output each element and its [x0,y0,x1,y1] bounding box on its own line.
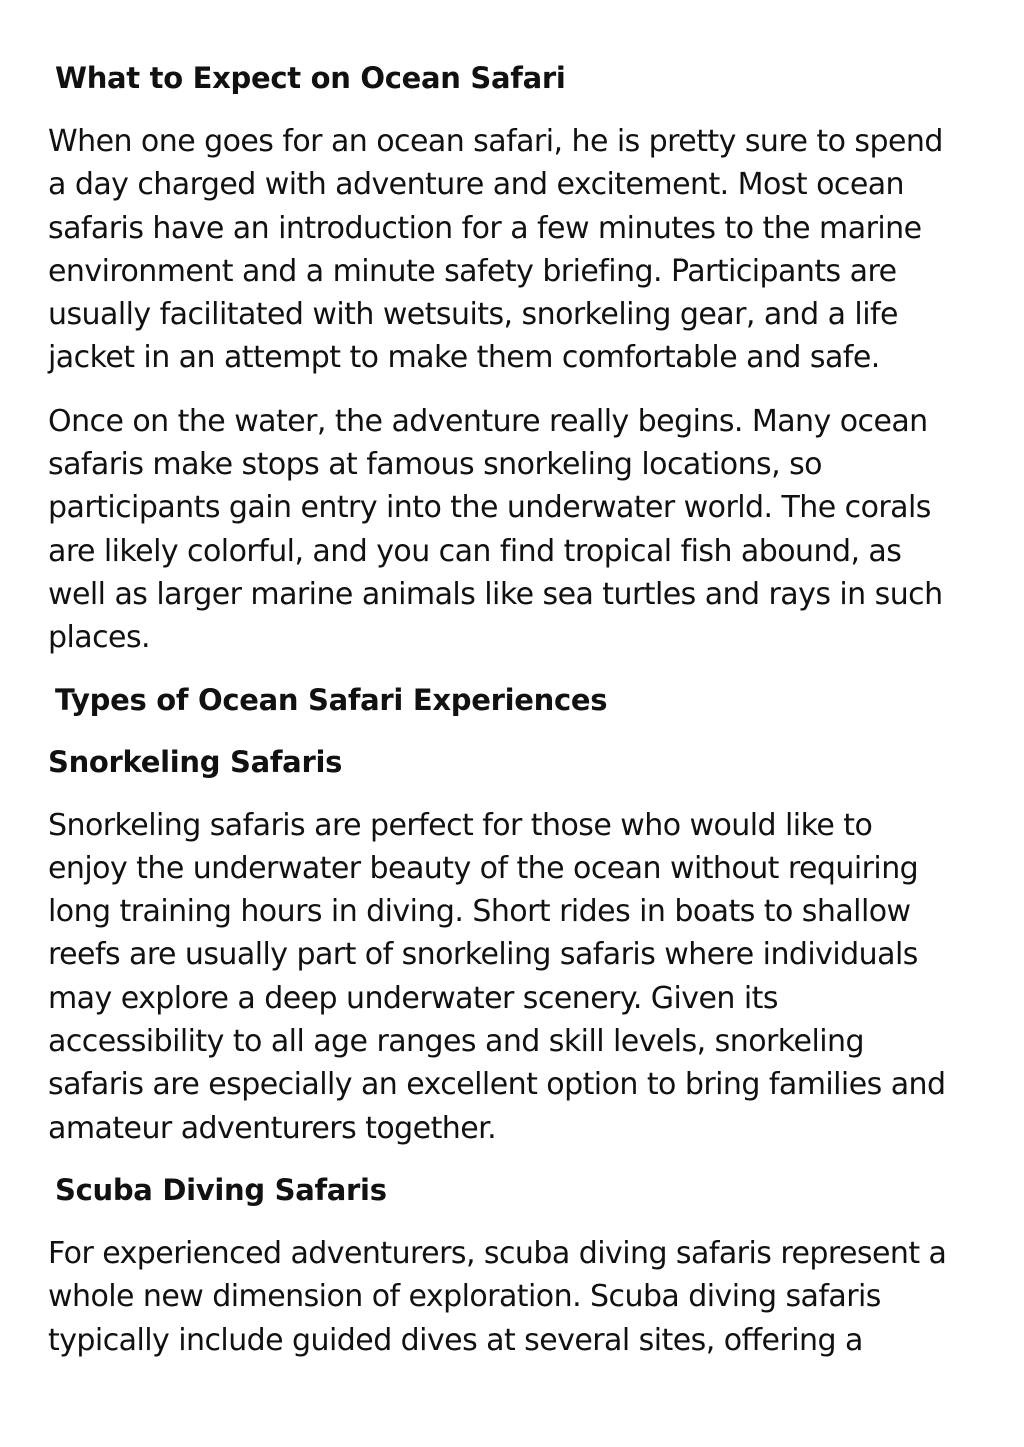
document-page [48,58,978,1382]
section-heading-types: Types of Ocean Safari Experiences [55,682,608,717]
section-heading-what-to-expect: What to Expect on Ocean Safari [55,61,566,95]
subheading-scuba-diving-safaris: Scuba Diving Safaris [55,1172,387,1207]
paragraph-snorkeling: Snorkeling safaris are perfect for those who would like to enjoy the underwater beauty of the ocean without requiring long training hours in diving. Short rides in boats to shallow reefs are usually part of snorkeling safaris where individuals may explore a deep underwater scenery. Given its accessibility to all age ranges and skill levels, snorkeling safaris are especially an excellent option to bring families and amateur adventurers together. [48,807,946,1146]
paragraph-scuba: For experienced adventurers, scuba diving safaris represent a whole new dimension of exploration. Scuba diving safaris typically include guided dives at several sites, offering a [48,1235,947,1358]
paragraph-on-the-water: Once on the water, the adventure really begins. Many ocean safaris make stops at famous snorkeling locations, so participants gain entry into the underwater world. The corals are likely colorful, and you can find tropical fish abound, as well as larger marine animals like sea turtles and rays in such places. [48,403,943,656]
paragraph-intro: When one goes for an ocean safari, he is pretty sure to spend a day charged with adventure and excitement. Most ocean safaris have an introduction for a few minutes to the marine environment and a minute safety briefing. Participants are usually facilitated with wetsuits, snorkeling gear, and a life jacket in an attempt to make them comfortable and safe. [48,124,943,376]
subheading-snorkeling-safaris: Snorkeling Safaris [48,744,343,779]
